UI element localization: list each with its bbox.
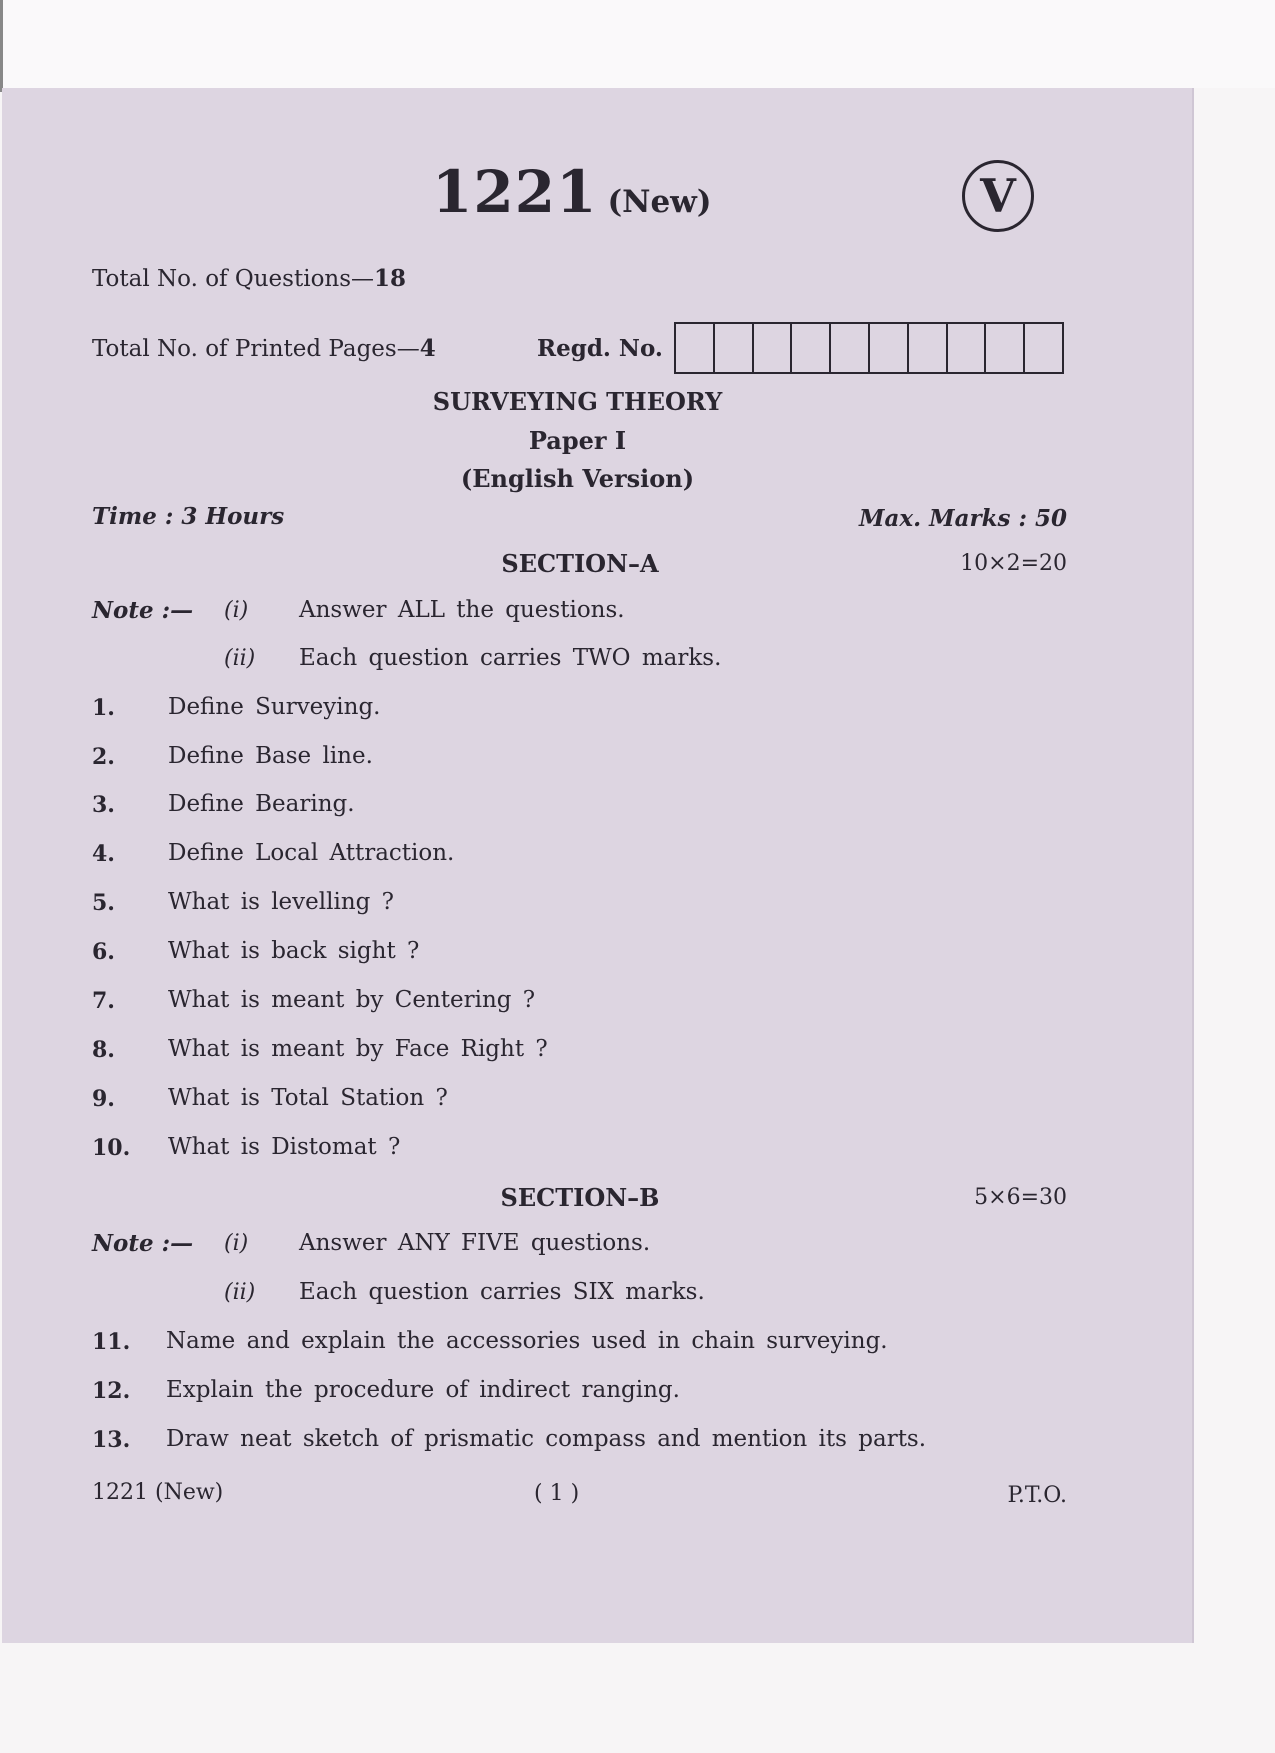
regd-digit-box[interactable] [676, 324, 715, 372]
question-text: Define Bearing. [168, 791, 355, 817]
section-a-note-label: Note :— [92, 597, 194, 624]
regd-digit-box[interactable] [948, 324, 987, 372]
regd-digit-box[interactable] [715, 324, 754, 372]
note-roman: (ii) [224, 1280, 256, 1305]
regd-digit-box[interactable] [986, 324, 1025, 372]
scan-margin [0, 0, 1275, 88]
paper-code-number: 1221 [432, 158, 598, 226]
question-number: 11. [92, 1329, 131, 1355]
note-text: Each question carries SIX marks. [299, 1279, 705, 1305]
regd-no-boxes[interactable] [674, 322, 1064, 374]
question-text: Define Local Attraction. [168, 840, 455, 866]
version-badge: V [962, 160, 1034, 232]
question-text: Define Surveying. [168, 694, 381, 720]
question-text: Explain the procedure of indirect ranging. [166, 1377, 680, 1403]
question-number: 9. [92, 1086, 115, 1112]
note-roman: (ii) [224, 646, 256, 671]
regd-digit-box[interactable] [909, 324, 948, 372]
question-number: 8. [92, 1037, 115, 1063]
question-number: 12. [92, 1378, 131, 1404]
question-text: What is back sight ? [168, 938, 420, 964]
total-pages-value: 4 [419, 335, 436, 362]
note-text: Answer ALL the questions. [299, 597, 625, 623]
subject-title: SURVEYING THEORY [432, 387, 723, 416]
footer-page-number: ( 1 ) [534, 1481, 580, 1506]
regd-digit-box[interactable] [870, 324, 909, 372]
regd-no-label: Regd. No. [537, 335, 663, 362]
section-a-marks: 10×2=20 [960, 551, 1067, 576]
note-text: Answer ANY FIVE questions. [299, 1230, 651, 1256]
time-allowed: Time : 3 Hours [92, 503, 285, 530]
footer-pto: P.T.O. [1007, 1483, 1067, 1508]
footer-paper-code: 1221 (New) [92, 1480, 224, 1505]
question-number: 5. [92, 890, 115, 916]
paper-code [432, 158, 712, 226]
total-pages-label: Total No. of Printed Pages— [92, 336, 420, 362]
note-roman: (i) [224, 598, 249, 623]
question-number: 6. [92, 939, 115, 965]
regd-digit-box[interactable] [754, 324, 793, 372]
question-text: What is Total Station ? [168, 1085, 448, 1111]
note-text: Each question carries TWO marks. [299, 645, 722, 671]
section-b-title: SECTION–B [500, 1183, 660, 1212]
question-number: 2. [92, 744, 115, 770]
regd-digit-box[interactable] [831, 324, 870, 372]
question-text: What is Distomat ? [168, 1134, 401, 1160]
question-text: Define Base line. [168, 743, 373, 769]
regd-digit-box[interactable] [792, 324, 831, 372]
paper-code-suffix: (New) [607, 184, 712, 220]
total-questions-label: Total No. of Questions— [92, 266, 375, 292]
question-text: What is levelling ? [168, 889, 395, 915]
total-questions [92, 265, 406, 292]
question-number: 1. [92, 695, 115, 721]
question-number: 7. [92, 988, 115, 1014]
total-pages [92, 335, 436, 362]
total-questions-value: 18 [374, 265, 407, 292]
question-text: Name and explain the accessories used in chain surveying. [166, 1328, 888, 1354]
regd-digit-box[interactable] [1025, 324, 1062, 372]
paper-number: Paper I [528, 426, 627, 455]
note-roman: (i) [224, 1231, 249, 1256]
question-text: What is meant by Centering ? [168, 987, 536, 1013]
question-text: Draw neat sketch of prismatic compass and mention its parts. [166, 1426, 927, 1452]
question-number: 4. [92, 841, 115, 867]
section-b-marks: 5×6=30 [974, 1185, 1067, 1210]
max-marks: Max. Marks : 50 [859, 505, 1067, 532]
section-a-title: SECTION–A [501, 549, 659, 578]
question-text: What is meant by Face Right ? [168, 1036, 548, 1062]
scan-edge [0, 0, 3, 92]
question-number: 10. [92, 1135, 131, 1161]
question-number: 3. [92, 792, 115, 818]
question-number: 13. [92, 1427, 131, 1453]
section-b-note-label: Note :— [92, 1230, 194, 1257]
version-label: (English Version) [460, 464, 695, 493]
